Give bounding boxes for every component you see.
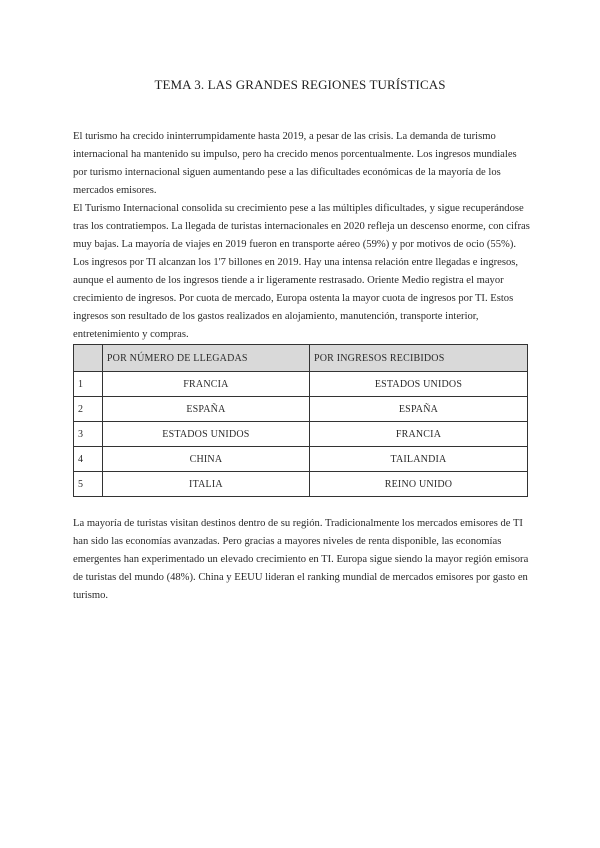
arrivals-cell: ITALIA: [102, 472, 309, 497]
income-cell: REINO UNIDO: [309, 472, 527, 497]
income-cell: FRANCIA: [309, 422, 527, 447]
page-title: TEMA 3. LAS GRANDES REGIONES TURÍSTICAS: [154, 77, 446, 92]
table-row: [74, 447, 528, 472]
table-row: [74, 372, 528, 397]
table-row: [74, 422, 528, 447]
rank-cell: 4: [74, 447, 103, 472]
table-row: [74, 397, 528, 422]
closing-paragraph: La mayoría de turistas visitan destinos dentro de su región. Tradicionalmente los mercados emisores de TI han sido las economías avanzadas. Pero gracias a mayores niveles de renta disponible, las economías emergentes han experimentado un elevado crecimiento en TI. Europa sigue siendo la mayor región emisora de turistas del mundo (48%). China y EEUU lideran el ranking mundial de mercados emisores por gasto en turismo.: [73, 518, 529, 601]
table-row: [74, 472, 528, 497]
table-header-arrivals: POR NÚMERO DE LLEGADAS: [102, 345, 309, 372]
ranking-table: [73, 344, 528, 497]
rank-cell: 1: [74, 372, 103, 397]
table-header-row: [74, 345, 528, 372]
income-cell: ESPAÑA: [309, 397, 527, 422]
arrivals-cell: ESPAÑA: [102, 397, 309, 422]
income-cell: TAILANDIA: [309, 447, 527, 472]
intro-paragraph: El turismo ha crecido ininterrumpidamente hasta 2019, a pesar de las crisis. La demanda de turismo internacional ha mantenido su impulso, pero ha crecido menos porcentualmente. Los ingresos mundiales por turismo internacional siguen aumentando pese a las dificultades económicas de la mayoría de los mercados emisores.: [73, 131, 517, 196]
rank-cell: 5: [74, 472, 103, 497]
closing-section: [73, 515, 533, 605]
rank-cell: 3: [74, 422, 103, 447]
intro-paragraph: El Turismo Internacional consolida su crecimiento pese a las múltiples dificultades, y sigue recuperándose tras los contratiempos. La llegada de turistas internacionales en 2020 refleja un descenso enorme, con cifras muy bajas. La mayoría de viajes en 2019 fueron en transporte aéreo (59%) y por motivos de ocio (55%). Los ingresos por TI alcanzan los 1'7 billones en 2019. Hay una intensa relación entre llegadas e ingresos, aunque el aumento de los ingresos tiende a ir ligeramente restrasado. Oriente Medio registra el mayor crecimiento de ingresos. Por cuota de mercado, Europa ostenta la mayor cuota de ingresos por TI. Estos ingresos son resultado de los gastos realizados en alojamiento, manutención, transporte interior, entretenimiento y compras.: [73, 203, 530, 340]
rank-cell: 2: [74, 397, 103, 422]
arrivals-cell: FRANCIA: [102, 372, 309, 397]
arrivals-cell: ESTADOS UNIDOS: [102, 422, 309, 447]
intro-section: [73, 128, 533, 344]
arrivals-cell: CHINA: [102, 447, 309, 472]
income-cell: ESTADOS UNIDOS: [309, 372, 527, 397]
table-header-rank: [74, 345, 103, 372]
table-header-income: POR INGRESOS RECIBIDOS: [309, 345, 527, 372]
